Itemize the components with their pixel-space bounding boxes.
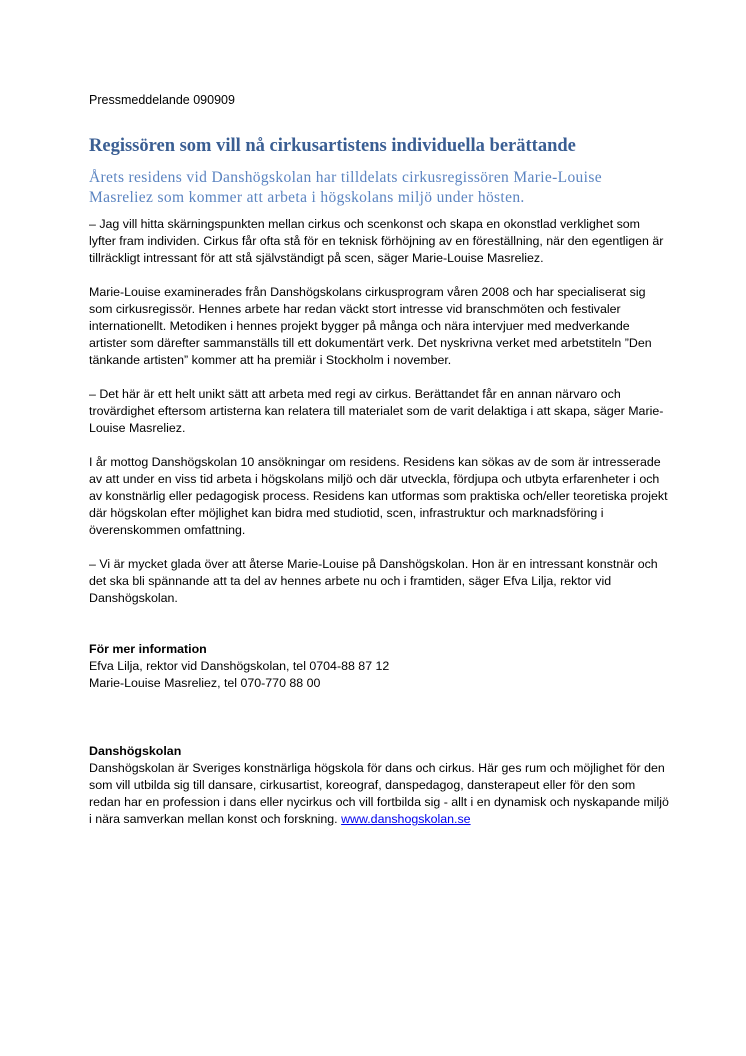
- headline: Regissören som vill nå cirkusartistens individuella berättande: [89, 136, 576, 156]
- about-heading: Danshögskolan: [89, 744, 182, 758]
- contact-block: [89, 641, 669, 692]
- subheadline: Årets residens vid Danshögskolan har tilldelats cirkusregissören Marie-Louise Masreliez som kommer att arbeta i högskolans miljö under hösten.: [89, 169, 602, 206]
- about-text: [89, 760, 669, 828]
- paragraph-quote-intro: – Jag vill hitta skärningspunkten mellan cirkus och scenkonst och skapa en okonstlad verklighet som lyfter fram individen. Cirkus får ofta stå för en teknisk förhöjning av en föreställning, när den egentligen är tillräckligt intressant för att stå självständigt på scen, säger Marie-Louise Masreliez.: [89, 217, 664, 265]
- contact-line: Efva Lilja, rektor vid Danshögskolan, tel 0704-88 87 12: [89, 659, 390, 673]
- website-link[interactable]: www.danshogskolan.se: [341, 812, 471, 826]
- paragraph-residency: I år mottog Danshögskolan 10 ansökningar om residens. Residens kan sökas av de som är intresserade av att under en viss tid arbeta i högskolans miljö och där utveckla, fördjupa och utbyta erfarenheter i och av konstnärlig eller pedagogisk process. Residens kan utformas som praktiska och/eller teoretiska projekt där högskolan efter möjlighet kan bidra med studiotid, scen, infrastruktur och marknadsföring i överenskommen omfattning.: [89, 455, 668, 537]
- paragraph-quote-rector: – Vi är mycket glada över att återse Marie-Louise på Danshögskolan. Hon är en intressant konstnär och det ska bli spännande att ta del av hennes arbete nu och i framtiden, säger Efva Lilja, rektor vid Danshögskolan.: [89, 557, 658, 605]
- about-description: Danshögskolan är Sveriges konstnärliga högskola för dans och cirkus. Här ges rum och möjlighet för den som vill utbilda sig till dansare, cirkusartist, koreograf, danspedagog, dansterapeut eller för den som redan har en profession i dans eller nycirkus och vill fortbilda sig - allt i en dynamisk och nyskapande miljö i nära samverkan mellan konst och forskning.: [89, 761, 669, 826]
- about-block: [89, 743, 669, 828]
- paragraph-quote-method: – Det här är ett helt unikt sätt att arbeta med regi av cirkus. Berättandet får en annan närvaro och trovärdighet eftersom artisterna kan relatera till materialet som de varit delaktiga i att skapa, säger Marie-Louise Masreliez.: [89, 387, 664, 435]
- press-release-page: [89, 92, 669, 828]
- contact-line: Marie-Louise Masreliez, tel 070-770 88 00: [89, 676, 321, 690]
- paragraph-background: Marie-Louise examinerades från Danshögskolans cirkusprogram våren 2008 och har specialiserat sig som cirkusregissör. Hennes arbete har redan väckt stort intresse vid branschmöten och festivaler internationellt. Metodiken i hennes projekt bygger på många och nära intervjuer med medverkande artister som därefter sammanställs till ett dokumentärt verk. Det nyskrivna verket med arbetstiteln ”Den tänkande artisten” kommer att ha premiär i Stockholm i november.: [89, 285, 652, 367]
- contact-heading: För mer information: [89, 642, 207, 656]
- dateline: Pressmeddelande 090909: [89, 93, 235, 107]
